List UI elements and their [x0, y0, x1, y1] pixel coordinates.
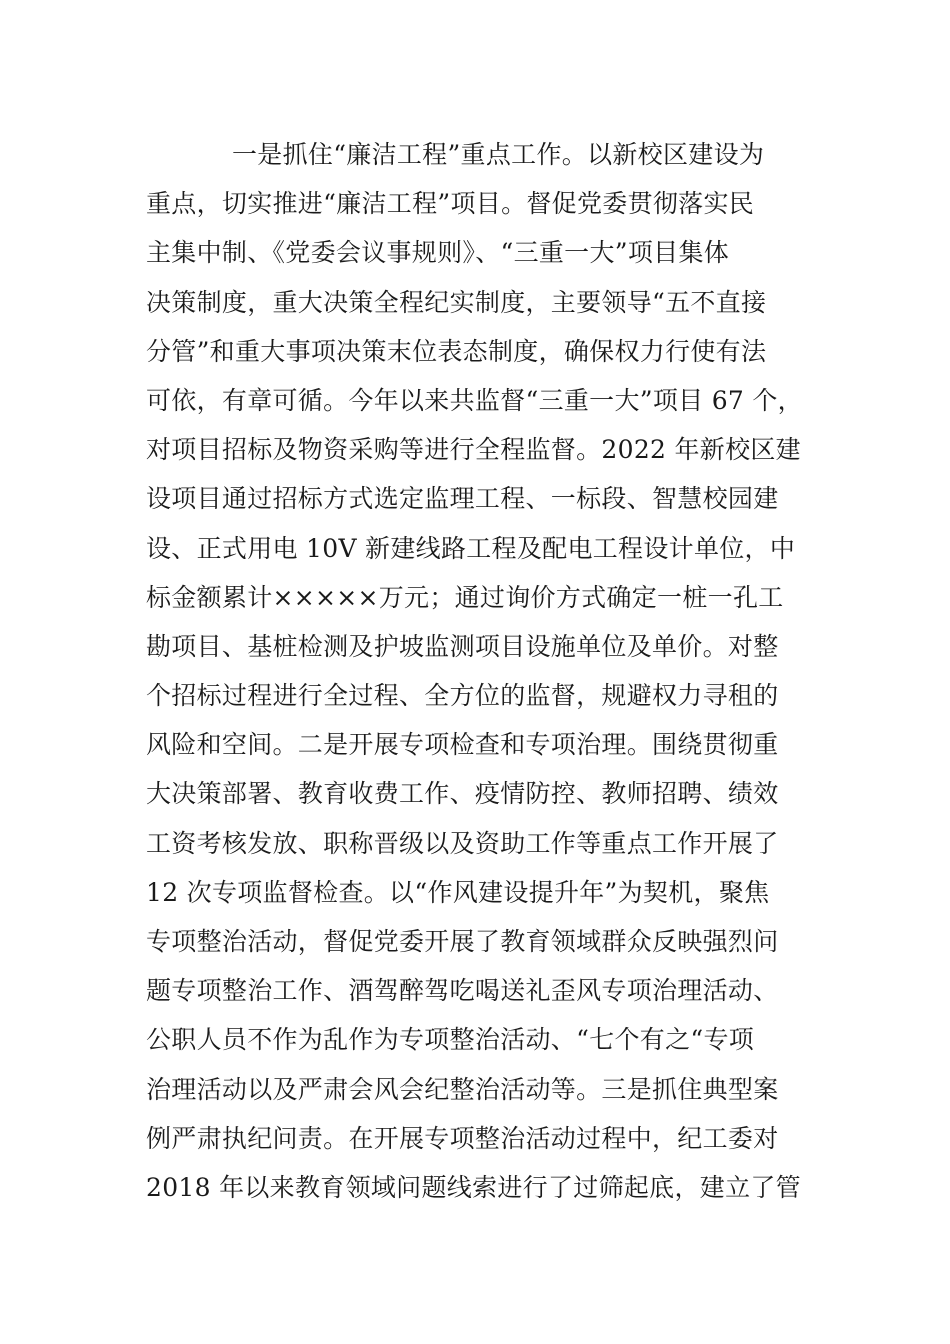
text-line: 标金额累计×××××万元；通过询价方式确定一桩一孔工: [146, 582, 784, 612]
text-line: 设项目通过招标方式选定监理工程、一标段、智慧校园建: [146, 484, 779, 514]
text-line: 工资考核发放、职称晋级以及资助工作等重点工作开展了: [146, 828, 779, 858]
text-line: 设、正式用电 10V 新建线路工程及配电工程设计单位，中: [146, 533, 796, 563]
text-line: 例严肃执纪问责。在开展专项整治活动过程中，纪工委对: [146, 1123, 779, 1153]
text-line: 风险和空间。二是开展专项检查和专项治理。围绕贯彻重: [146, 730, 779, 760]
text-line: 12 次专项监督检查。以“作风建设提升年”为契机，聚焦: [146, 877, 770, 907]
text-line: 可依，有章可循。今年以来共监督“三重一大”项目 67 个，: [146, 385, 803, 415]
text-line: 治理活动以及严肃会风会纪整治活动等。三是抓住典型案: [146, 1074, 779, 1104]
text-line: 主集中制、《党委会议事规则》、“三重一大”项目集体: [146, 238, 730, 268]
text-line: 专项整治活动，督促党委开展了教育领域群众反映强烈问: [146, 927, 779, 956]
text-line: 重点，切实推进“廉洁工程”项目。督促党委贯彻落实民: [146, 189, 755, 219]
text-line: 决策制度，重大决策全程纪实制度，主要领导“五不直接: [146, 287, 767, 317]
text-line: 公职人员不作为乱作为专项整治活动、“七个有之“专项: [146, 1025, 755, 1055]
text-line: 一是抓住“廉洁工程”重点工作。以新校区建设为: [232, 140, 765, 169]
body-paragraph: [146, 130, 826, 1212]
text-line: 对项目招标及物资采购等进行全程监督。2022 年新校区建: [146, 435, 801, 465]
text-line: 题专项整治工作、酒驾醉驾吃喝送礼歪风专项治理活动、: [146, 976, 779, 1006]
text-line: 大决策部署、教育收费工作、疫情防控、教师招聘、绩效: [146, 779, 779, 809]
text-line: 分管”和重大事项决策末位表态制度，确保权力行使有法: [146, 336, 767, 366]
text-line: 勘项目、基桩检测及护坡监测项目设施单位及单价。对整: [146, 631, 779, 661]
text-line: 个招标过程进行全过程、全方位的监督，规避权力寻租的: [146, 681, 779, 711]
text-line: 2018 年以来教育领域问题线索进行了过筛起底，建立了管: [146, 1172, 801, 1202]
